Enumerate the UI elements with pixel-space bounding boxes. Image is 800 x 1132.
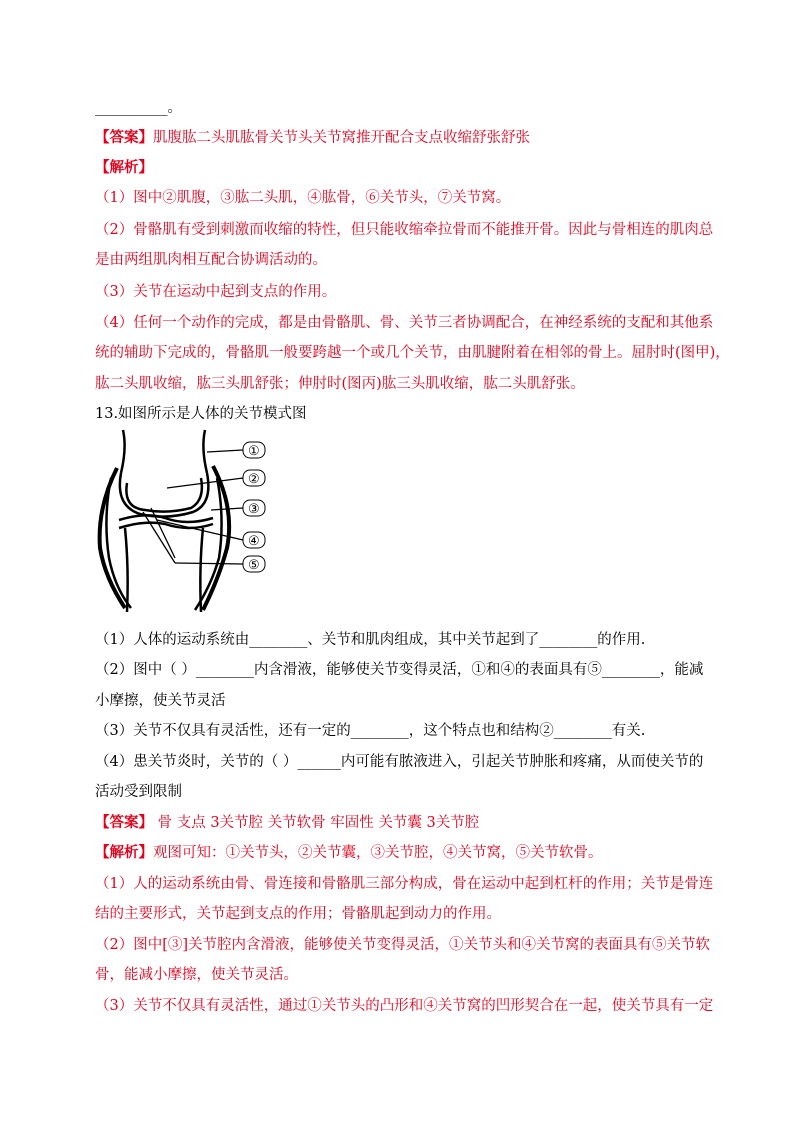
answer-blank: __________。: [95, 100, 182, 116]
diagram-label-4: ④: [248, 534, 260, 549]
analysis-text-2: 观图可知：①关节头，②关节囊，③关节腔，④关节窝，⑤关节软骨。: [153, 845, 603, 861]
analysis-line-1: （1）图中②肌腹，③肱二头肌，④肱骨，⑥关节头，⑦关节窝。: [95, 190, 511, 206]
analysis-line-2b: 是由两组肌肉相互配合协调活动的。: [95, 252, 327, 268]
diagram-label-2: ②: [248, 472, 260, 487]
analysis-tag: 【解析】: [95, 159, 153, 176]
question-part-4b: 活动受到限制: [95, 784, 182, 800]
answer-line: [95, 128, 530, 148]
analysis-line-2a: （2）骨骼肌有受到刺激而收缩的特性，但只能收缩牵拉骨而不能推开骨。因此与骨相连的肌肉总: [95, 222, 714, 238]
analysis-line-4c: 肱二头肌收缩，肱三头肌舒张；伸肘时(图丙)肱三头肌收缩，肱二头肌舒张。: [95, 376, 585, 392]
answer-line-2: [95, 813, 479, 833]
question-part-2a: （2）图中（ ）________内含滑液，能够使关节变得灵活，①和④的表面具有⑤________，能减: [95, 662, 704, 678]
diagram-label-1: ①: [248, 444, 260, 459]
analysis-line-2-intro: [95, 843, 603, 863]
answer-tag: 【答案】: [95, 129, 153, 146]
answer-tag-2: 【答案】: [95, 814, 153, 831]
diagram-label-3: ③: [248, 502, 260, 517]
analysis-tag-2: 【解析】: [95, 844, 153, 861]
answer-text: 肌腹肱二头肌肱骨关节头关节窝推开配合支点收缩舒张舒张: [153, 130, 530, 146]
analysis-line-4a: （4）任何一个动作的完成，都是由骨骼肌、骨、关节三者协调配合，在神经系统的支配和其他系: [95, 315, 714, 331]
answer-text-2: 骨 支点 3关节腔 关节软骨 牢固性 关节囊 3关节腔: [153, 815, 480, 831]
joint-diagram: [95, 428, 275, 613]
analysis-line-4b: 统的辅助下完成的，骨骼肌一般要跨越一个或几个关节，由肌腱附着在相邻的骨上。屈肘时(图甲)，: [95, 345, 730, 361]
diagram-label-5: ⑤: [248, 558, 260, 573]
question-part-1: （1）人体的运动系统由________、关节和肌肉组成，其中关节起到了________的作用.: [95, 632, 646, 648]
analysis-line-3: （3）关节在运动中起到支点的作用。: [95, 284, 337, 300]
question-part-2b: 小摩擦，使关节灵活: [95, 693, 226, 709]
analysis2-line-1a: （1）人的运动系统由骨、骨连接和骨骼肌三部分构成，骨在运动中起到杠杆的作用；关节是骨连: [95, 876, 714, 892]
analysis2-line-3a: （3）关节不仅具有灵活性，通过①关节头的凸形和④关节窝的凹形契合在一起，使关节具有一定: [95, 998, 714, 1014]
question-part-4a: （4）患关节炎时，关节的（ ）______内可能有脓液进入，引起关节肿胀和疼痛，从而使关节的: [95, 754, 704, 770]
analysis2-line-2b: 骨，能减小摩擦，使关节灵活。: [95, 967, 298, 983]
question-title: 13.如图所示是人体的关节模式图: [95, 406, 307, 422]
analysis2-line-1b: 结的主要形式，关节起到支点的作用；骨骼肌起到动力的作用。: [95, 906, 501, 922]
analysis2-line-2a: （2）图中[③]关节腔内含滑液，能够使关节变得灵活，①关节头和④关节窝的表面具有⑤关节软: [95, 937, 711, 953]
question-part-3: （3）关节不仅具有灵活性，还有一定的________，这个特点也和结构②________有关.: [95, 723, 646, 739]
